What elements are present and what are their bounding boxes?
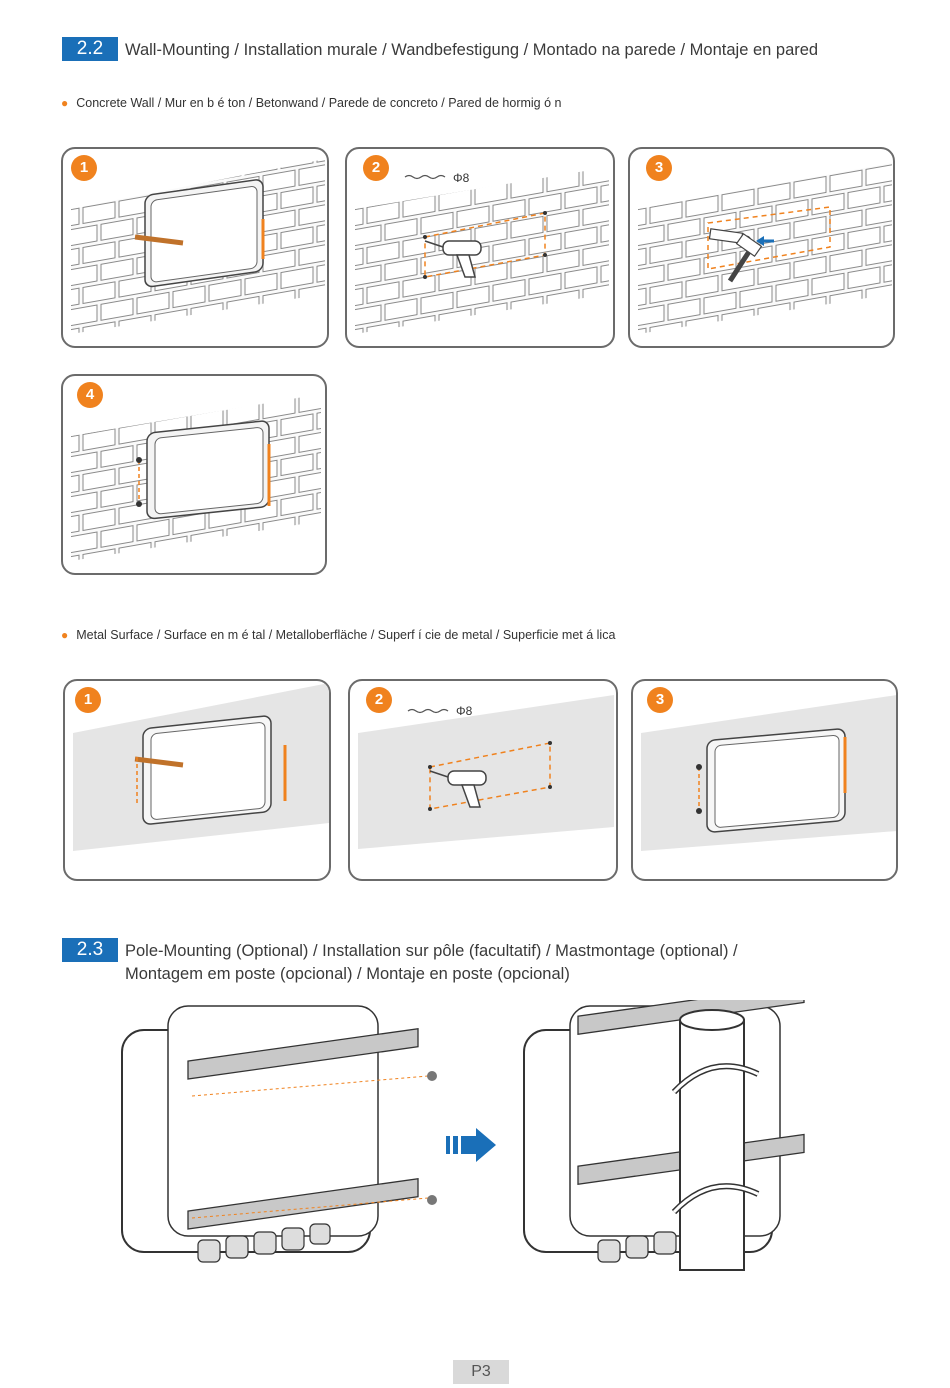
metal-surface-heading (61, 628, 615, 642)
metal-step-3-illustration (633, 681, 898, 881)
section-number-badge: 2.2 (62, 37, 118, 61)
metal-step-3-panel (631, 679, 898, 881)
concrete-step-2-panel (345, 147, 615, 348)
step-badge-3: 3 (646, 155, 672, 181)
pole-mounting-illustration (110, 1000, 830, 1280)
metal-step-2-illustration (350, 681, 618, 881)
concrete-step-4-panel (61, 374, 327, 575)
bullet-icon: ● (61, 628, 69, 642)
concrete-step-1-illustration (63, 149, 329, 348)
section-title-line-1: Pole-Mounting (Optional) / Installation sur pôle (facultatif) / Mastmontage (optional) / (125, 942, 738, 960)
concrete-step-3-illustration (630, 149, 895, 348)
concrete-wall-label: Concrete Wall / Mur en b é ton / Betonwand / Parede de concreto / Pared de hormig ó n (76, 96, 562, 110)
concrete-step-2-illustration (347, 149, 615, 348)
step-badge-4: 4 (77, 382, 103, 408)
concrete-wall-heading (61, 96, 561, 110)
step-badge-3: 3 (647, 687, 673, 713)
step-badge-2: 2 (366, 687, 392, 713)
step-badge-1: 1 (75, 687, 101, 713)
drill-bit-size: Φ8 (456, 704, 473, 718)
inverter-on-pole (524, 1000, 804, 1270)
metal-step-1-illustration (65, 681, 331, 881)
metal-surface-label: Metal Surface / Surface en m é tal / Metalloberfläche / Superf í cie de metal / Superficie met á lica (76, 628, 616, 642)
section-title: Wall-Mounting / Installation murale / Wandbefestigung / Montado na parede / Montaje en pared (125, 41, 819, 59)
transition-arrow-icon (446, 1128, 496, 1162)
bullet-icon: ● (61, 96, 69, 110)
section-number-badge: 2.3 (62, 938, 118, 962)
inverter-with-rails (122, 1006, 437, 1262)
concrete-step-1-panel (61, 147, 329, 348)
step-badge-1: 1 (71, 155, 97, 181)
metal-step-2-panel (348, 679, 618, 881)
concrete-step-4-illustration (63, 376, 327, 575)
concrete-step-3-panel (628, 147, 895, 348)
metal-step-1-panel (63, 679, 331, 881)
page-number: P3 (453, 1360, 509, 1384)
section-title-line-2: Montagem em poste (opcional) / Montaje en poste (opcional) (125, 965, 570, 983)
step-badge-2: 2 (363, 155, 389, 181)
drill-bit-size: Φ8 (453, 171, 470, 185)
